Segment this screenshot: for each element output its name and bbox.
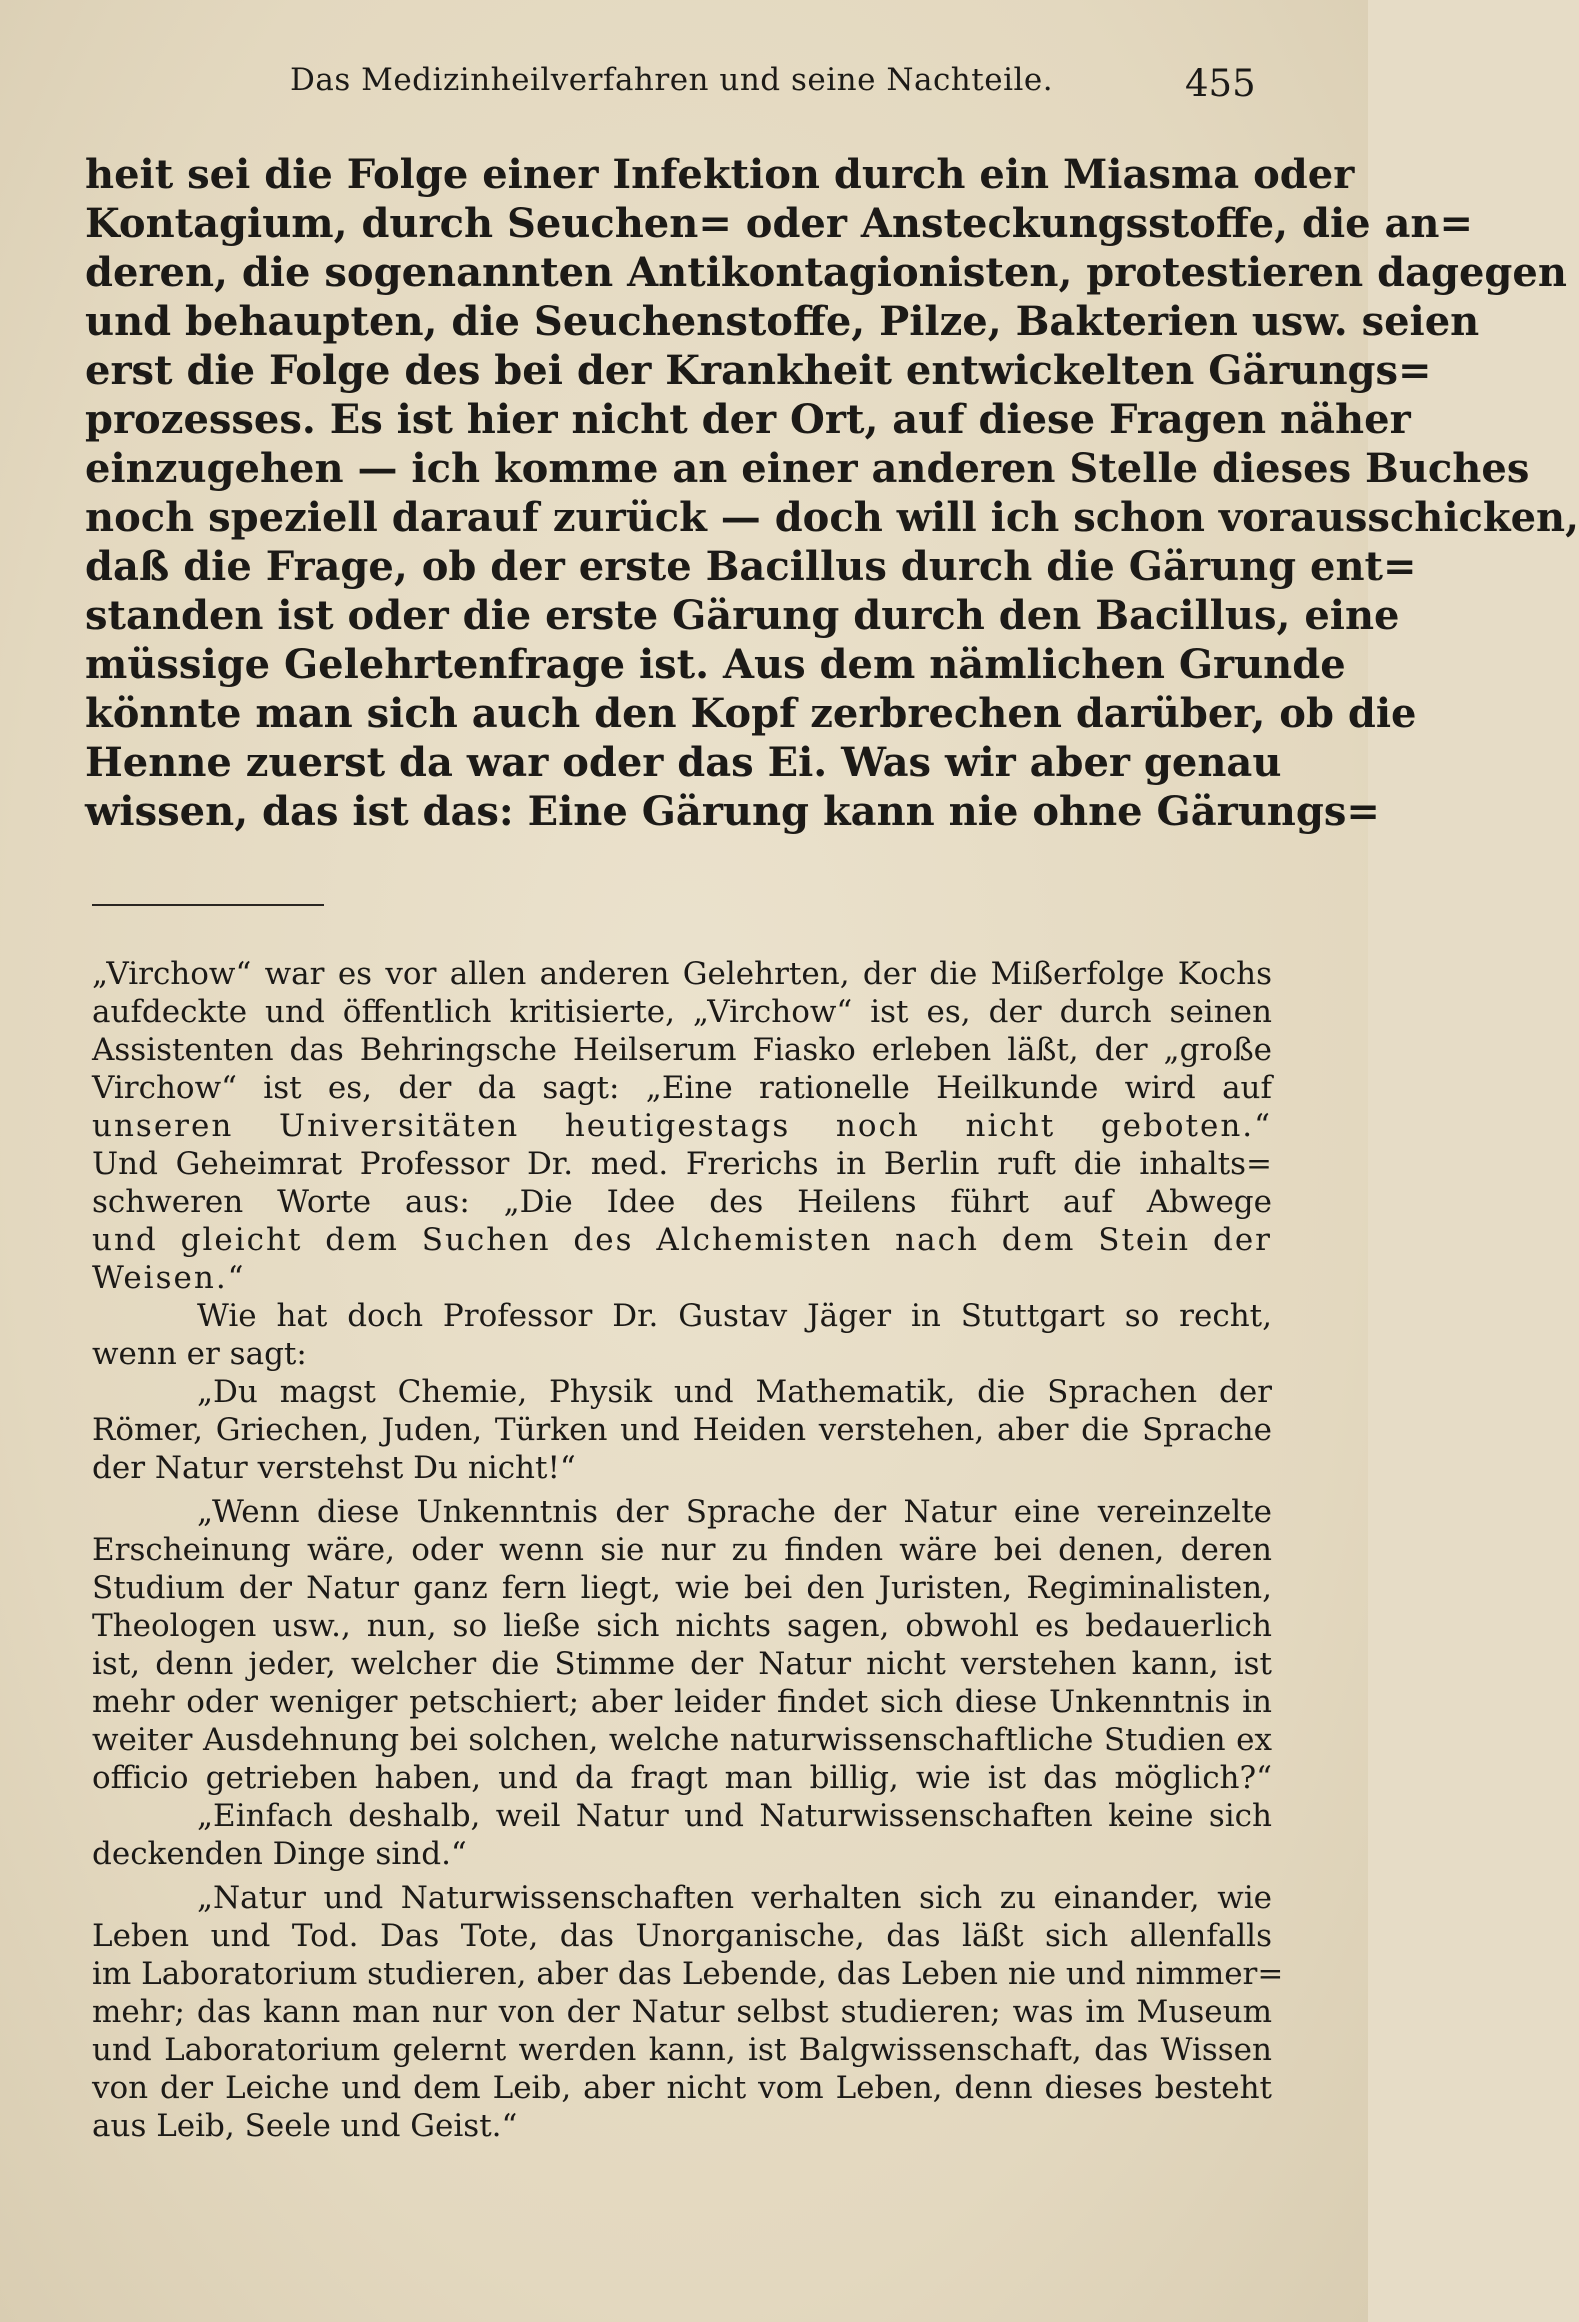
footnote-line: im Laboratorium studieren, aber das Lebende, das Leben nie und nimmer= [92,1956,1284,1992]
footnote-line: deckenden Dinge sind.“ [92,1836,467,1872]
footnote-line: officio getrieben haben, und da fragt man billig, wie ist das möglich?“ [92,1760,1272,1796]
footnote-line: aufdeckte und öffentlich kritisierte, „Virchow“ ist es, der durch seinen [92,994,1272,1030]
footnote-line: mehr; das kann man nur von der Natur selbst studieren; was im Museum [92,1994,1272,2030]
footnote-line: Virchow“ ist es, der da sagt: „Eine rationelle Heilkunde wird auf [92,1070,1272,1106]
footnote-line: Und Geheimrat Professor Dr. med. Frerichs in Berlin ruft die inhalts= [92,1146,1272,1182]
footnote-line: Erscheinung wäre, oder wenn sie nur zu finden wäre bei denen, deren [92,1532,1272,1568]
footnote-line: ist, denn jeder, welcher die Stimme der Natur nicht verstehen kann, ist [92,1646,1272,1682]
main-text-line: einzugehen — ich komme an einer anderen Stelle dieses Buches [85,445,1530,492]
main-text-line: wissen, das ist das: Eine Gärung kann nie ohne Gärungs= [85,788,1380,835]
footnote-line: „Du magst Chemie, Physik und Mathematik, die Sprachen der [197,1374,1272,1410]
main-text-line: Henne zuerst da war oder das Ei. Was wir aber genau [85,739,1282,786]
footnote-line: und Laboratorium gelernt werden kann, ist Balgwissenschaft, das Wissen [92,2032,1272,2068]
main-text-block [85,150,1579,836]
footnote-line: Römer, Griechen, Juden, Türken und Heiden verstehen, aber die Sprache [92,1412,1272,1448]
footnote-line: weiter Ausdehnung bei solchen, welche naturwissenschaftliche Studien ex [92,1722,1272,1758]
main-text-line: Kontagium, durch Seuchen= oder Ansteckungsstoffe, die an= [85,200,1474,247]
footnote-line: Wie hat doch Professor Dr. Gustav Jäger in Stuttgart so recht, [197,1298,1272,1334]
footnote-line: der Natur verstehst Du nicht!“ [92,1450,576,1486]
footnote-line: „Natur und Naturwissenschaften verhalten sich zu einander, wie [197,1880,1272,1916]
footnote-line: und gleicht dem Suchen des Alchemisten nach dem Stein der [92,1222,1272,1258]
footnote-line: mehr oder weniger petschiert; aber leider findet sich diese Unkenntnis in [92,1684,1272,1720]
footnote-line: „Wenn diese Unkenntnis der Sprache der Natur eine vereinzelte [197,1494,1272,1530]
footnote-line: Assistenten das Behringsche Heilserum Fiasko erleben läßt, der „große [92,1032,1272,1068]
footnote-line: Theologen usw., nun, so ließe sich nichts sagen, obwohl es bedauerlich [92,1608,1272,1644]
footnote-block [92,955,1284,2145]
main-text-line: standen ist oder die erste Gärung durch den Bacillus, eine [85,592,1400,639]
page-number: 455 [1185,62,1256,105]
main-text-line: prozesses. Es ist hier nicht der Ort, auf diese Fragen näher [85,396,1411,443]
footnote-line: Studium der Natur ganz fern liegt, wie bei den Juristen, Regiminalisten, [92,1570,1272,1606]
main-text-line: und behaupten, die Seuchenstoffe, Pilze, Bakterien usw. seien [85,298,1480,345]
footnote-line: schweren Worte aus: „Die Idee des Heilens führt auf Abwege [92,1184,1272,1220]
main-text-line: deren, die sogenannten Antikontagionisten, protestieren dagegen [85,249,1567,296]
footnote-line: unseren Universitäten heutigestags noch nicht geboten.“ [92,1108,1272,1144]
footnote-line: aus Leib, Seele und Geist.“ [92,2108,518,2144]
footnote-line: von der Leiche und dem Leib, aber nicht vom Leben, denn dieses besteht [92,2070,1272,2106]
main-text-line: daß die Frage, ob der erste Bacillus durch die Gärung ent= [85,543,1417,590]
footnote-line: „Virchow“ war es vor allen anderen Gelehrten, der die Mißerfolge Kochs [92,956,1272,992]
main-text-line: erst die Folge des bei der Krankheit entwickelten Gärungs= [85,347,1432,394]
footnote-line: wenn er sagt: [92,1336,307,1372]
main-text-line: heit sei die Folge einer Infektion durch ein Miasma oder [85,151,1355,198]
main-text-line: müssige Gelehrtenfrage ist. Aus dem nämlichen Grunde [85,641,1346,688]
footnote-line: Leben und Tod. Das Tote, das Unorganische, das läßt sich allenfalls [92,1918,1272,1954]
footnote-line: „Einfach deshalb, weil Natur und Naturwissenschaften keine sich [197,1798,1272,1834]
main-text-line: könnte man sich auch den Kopf zerbrechen darüber, ob die [85,690,1417,737]
footnote-separator-rule [92,904,324,906]
running-title: Das Medizinheilverfahren und seine Nachteile. [290,62,1054,98]
main-text-line: noch speziell darauf zurück — doch will ich schon vorausschicken, [85,494,1579,541]
footnote-line: Weisen.“ [92,1260,246,1296]
